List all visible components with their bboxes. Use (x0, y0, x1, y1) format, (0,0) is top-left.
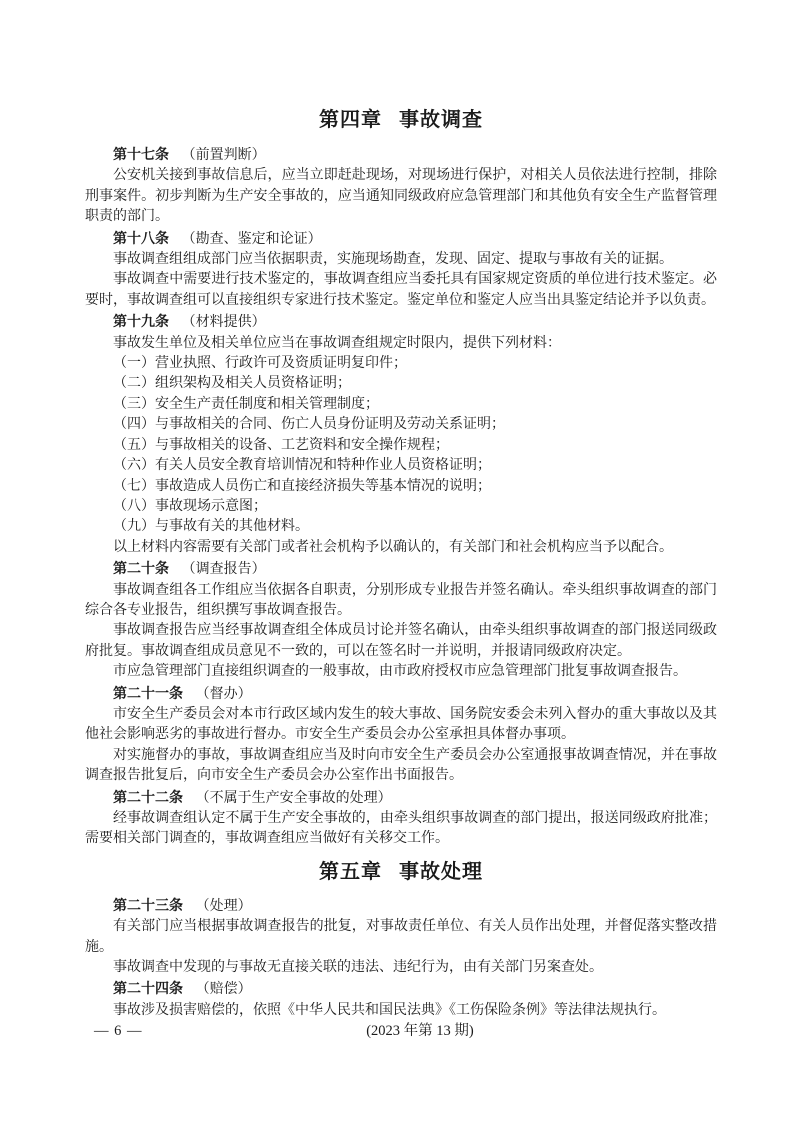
chapter-name: 事故处理 (399, 860, 483, 883)
paragraph: 经事故调查组认定不属于生产安全事故的，由牵头组织事故调查的部门提出，报送同级政府批准；需要相关部门调查的，事故调查组应当做好有关移交工作。 (85, 811, 717, 847)
article-number: 第二十条 (113, 560, 169, 577)
article-number: 第二十四条 (113, 980, 183, 997)
paragraph: 事故调查报告应当经事故调查组全体成员讨论并签名确认，由牵头组织事故调查的部门报送同级政府批复。事故调查组成员意见不一致的，可以在签名时一并说明，并报请同级政府决定。 (85, 623, 717, 659)
article-title: （不属于生产安全事故的处理） (195, 790, 392, 806)
paragraph: 事故调查组组成部门应当依据职责，实施现场勘查，发现、固定、提取与事故有关的证据。 (113, 252, 673, 268)
article-title: （督办） (195, 686, 252, 702)
footer-page-number: — 6 — (94, 1023, 143, 1039)
article-title: （调查报告） (181, 562, 266, 578)
document-content (85, 107, 717, 1021)
paragraph: 公安机关接到事故信息后，应当立即赶赴现场，对现场进行保护，对相关人员依法进行控制，排除刑事案件。初步判断为生产安全事故的，应当通知同级政府应急管理部门和其他负有安全生产监督管理职责的部门。 (85, 168, 717, 225)
article-23-heading (85, 895, 717, 917)
article-number: 第十八条 (113, 229, 169, 246)
list-item: （一）营业执照、行政许可及资质证明复印件； (113, 356, 407, 372)
article-number: 第二十一条 (113, 684, 183, 701)
list-item: （六）有关人员安全教育培训情况和特种作业人员资格证明； (113, 458, 491, 474)
paragraph: 以上材料内容需要有关部门或者社会机构予以确认的，有关部门和社会机构应当予以配合。 (113, 539, 673, 555)
paragraph: 事故涉及损害赔偿的，依照《中华人民共和国民法典》《工伤保险条例》等法律法规执行。 (113, 1002, 666, 1018)
chapter-number: 第四章 (319, 109, 382, 131)
page-footer (85, 1021, 717, 1041)
list-item: （五）与事故相关的设备、工艺资料和安全操作规程； (113, 437, 449, 453)
footer-issue: (2023 年第 13 期) (366, 1023, 474, 1039)
paragraph: 市安全生产委员会对本市行政区域内发生的较大事故、国务院安委会未列入督办的重大事故以及其他社会影响恶劣的事故进行督办。市安全生产委员会办公室承担具体督办事项。 (85, 706, 717, 743)
chapter-name: 事故调查 (399, 109, 483, 131)
article-21-heading (85, 683, 717, 705)
list-item: （四）与事故相关的合同、伤亡人员身份证明及劳动关系证明； (113, 417, 505, 433)
article-number: 第十九条 (113, 313, 169, 330)
article-17-heading (85, 144, 717, 166)
paragraph: 市应急管理部门直接组织调查的一般事故，由市政府授权市应急管理部门批复事故调查报告。 (113, 664, 687, 680)
paragraph: 有关部门应当根据事故调查报告的批复，对事故责任单位、有关人员作出处理，并督促落实整改措施。 (85, 919, 717, 955)
article-title: （处理） (195, 898, 252, 914)
paragraph: 事故调查中发现的与事故无直接关联的违法、违纪行为，由有关部门另案查处。 (113, 960, 603, 976)
article-title: （赔偿） (195, 982, 252, 998)
list-item: （二）组织架构及相关人员资格证明； (113, 376, 351, 392)
paragraph: 对实施督办的事故，事故调查组应当及时向市安全生产委员会办公室通报事故调查情况，并在事故调查报告批复后，向市安全生产委员会办公室作出书面报告。 (85, 747, 717, 784)
article-20-heading (85, 558, 717, 580)
article-number: 第二十三条 (113, 896, 183, 913)
chapter-5-heading (85, 859, 717, 886)
list-item: （九）与事故有关的其他材料。 (113, 519, 309, 535)
article-title: （材料提供） (181, 315, 266, 331)
paragraph: 事故调查组各工作组应当依据各自职责，分别形成专业报告并签名确认。牵头组织事故调查的部门综合各专业报告，组织撰写事故调查报告。 (85, 582, 717, 618)
article-number: 第十七条 (113, 146, 169, 162)
article-24-heading (85, 978, 717, 1000)
chapter-number: 第五章 (319, 860, 382, 883)
article-19-heading (85, 311, 717, 333)
article-title: （勘查、鉴定和论证） (181, 231, 322, 247)
list-item: （三）安全生产责任制度和相关管理制度； (113, 396, 379, 412)
article-22-heading (85, 787, 717, 809)
paragraph: 事故发生单位及相关单位应当在事故调查组规定时限内，提供下列材料： (113, 335, 561, 351)
list-item: （七）事故造成人员伤亡和直接经济损失等基本情况的说明； (113, 478, 491, 494)
article-number: 第二十二条 (113, 788, 183, 805)
article-title: （前置判断） (181, 148, 266, 163)
article-18-heading (85, 228, 717, 250)
chapter-4-heading (85, 107, 717, 134)
paragraph: 事故调查中需要进行技术鉴定的，事故调查组应当委托具有国家规定资质的单位进行技术鉴定。必要时，事故调查组可以直接组织专家进行技术鉴定。鉴定单位和鉴定人应当出具鉴定结论并予以负责。 (85, 272, 717, 308)
list-item: （八）事故现场示意图； (113, 498, 267, 514)
